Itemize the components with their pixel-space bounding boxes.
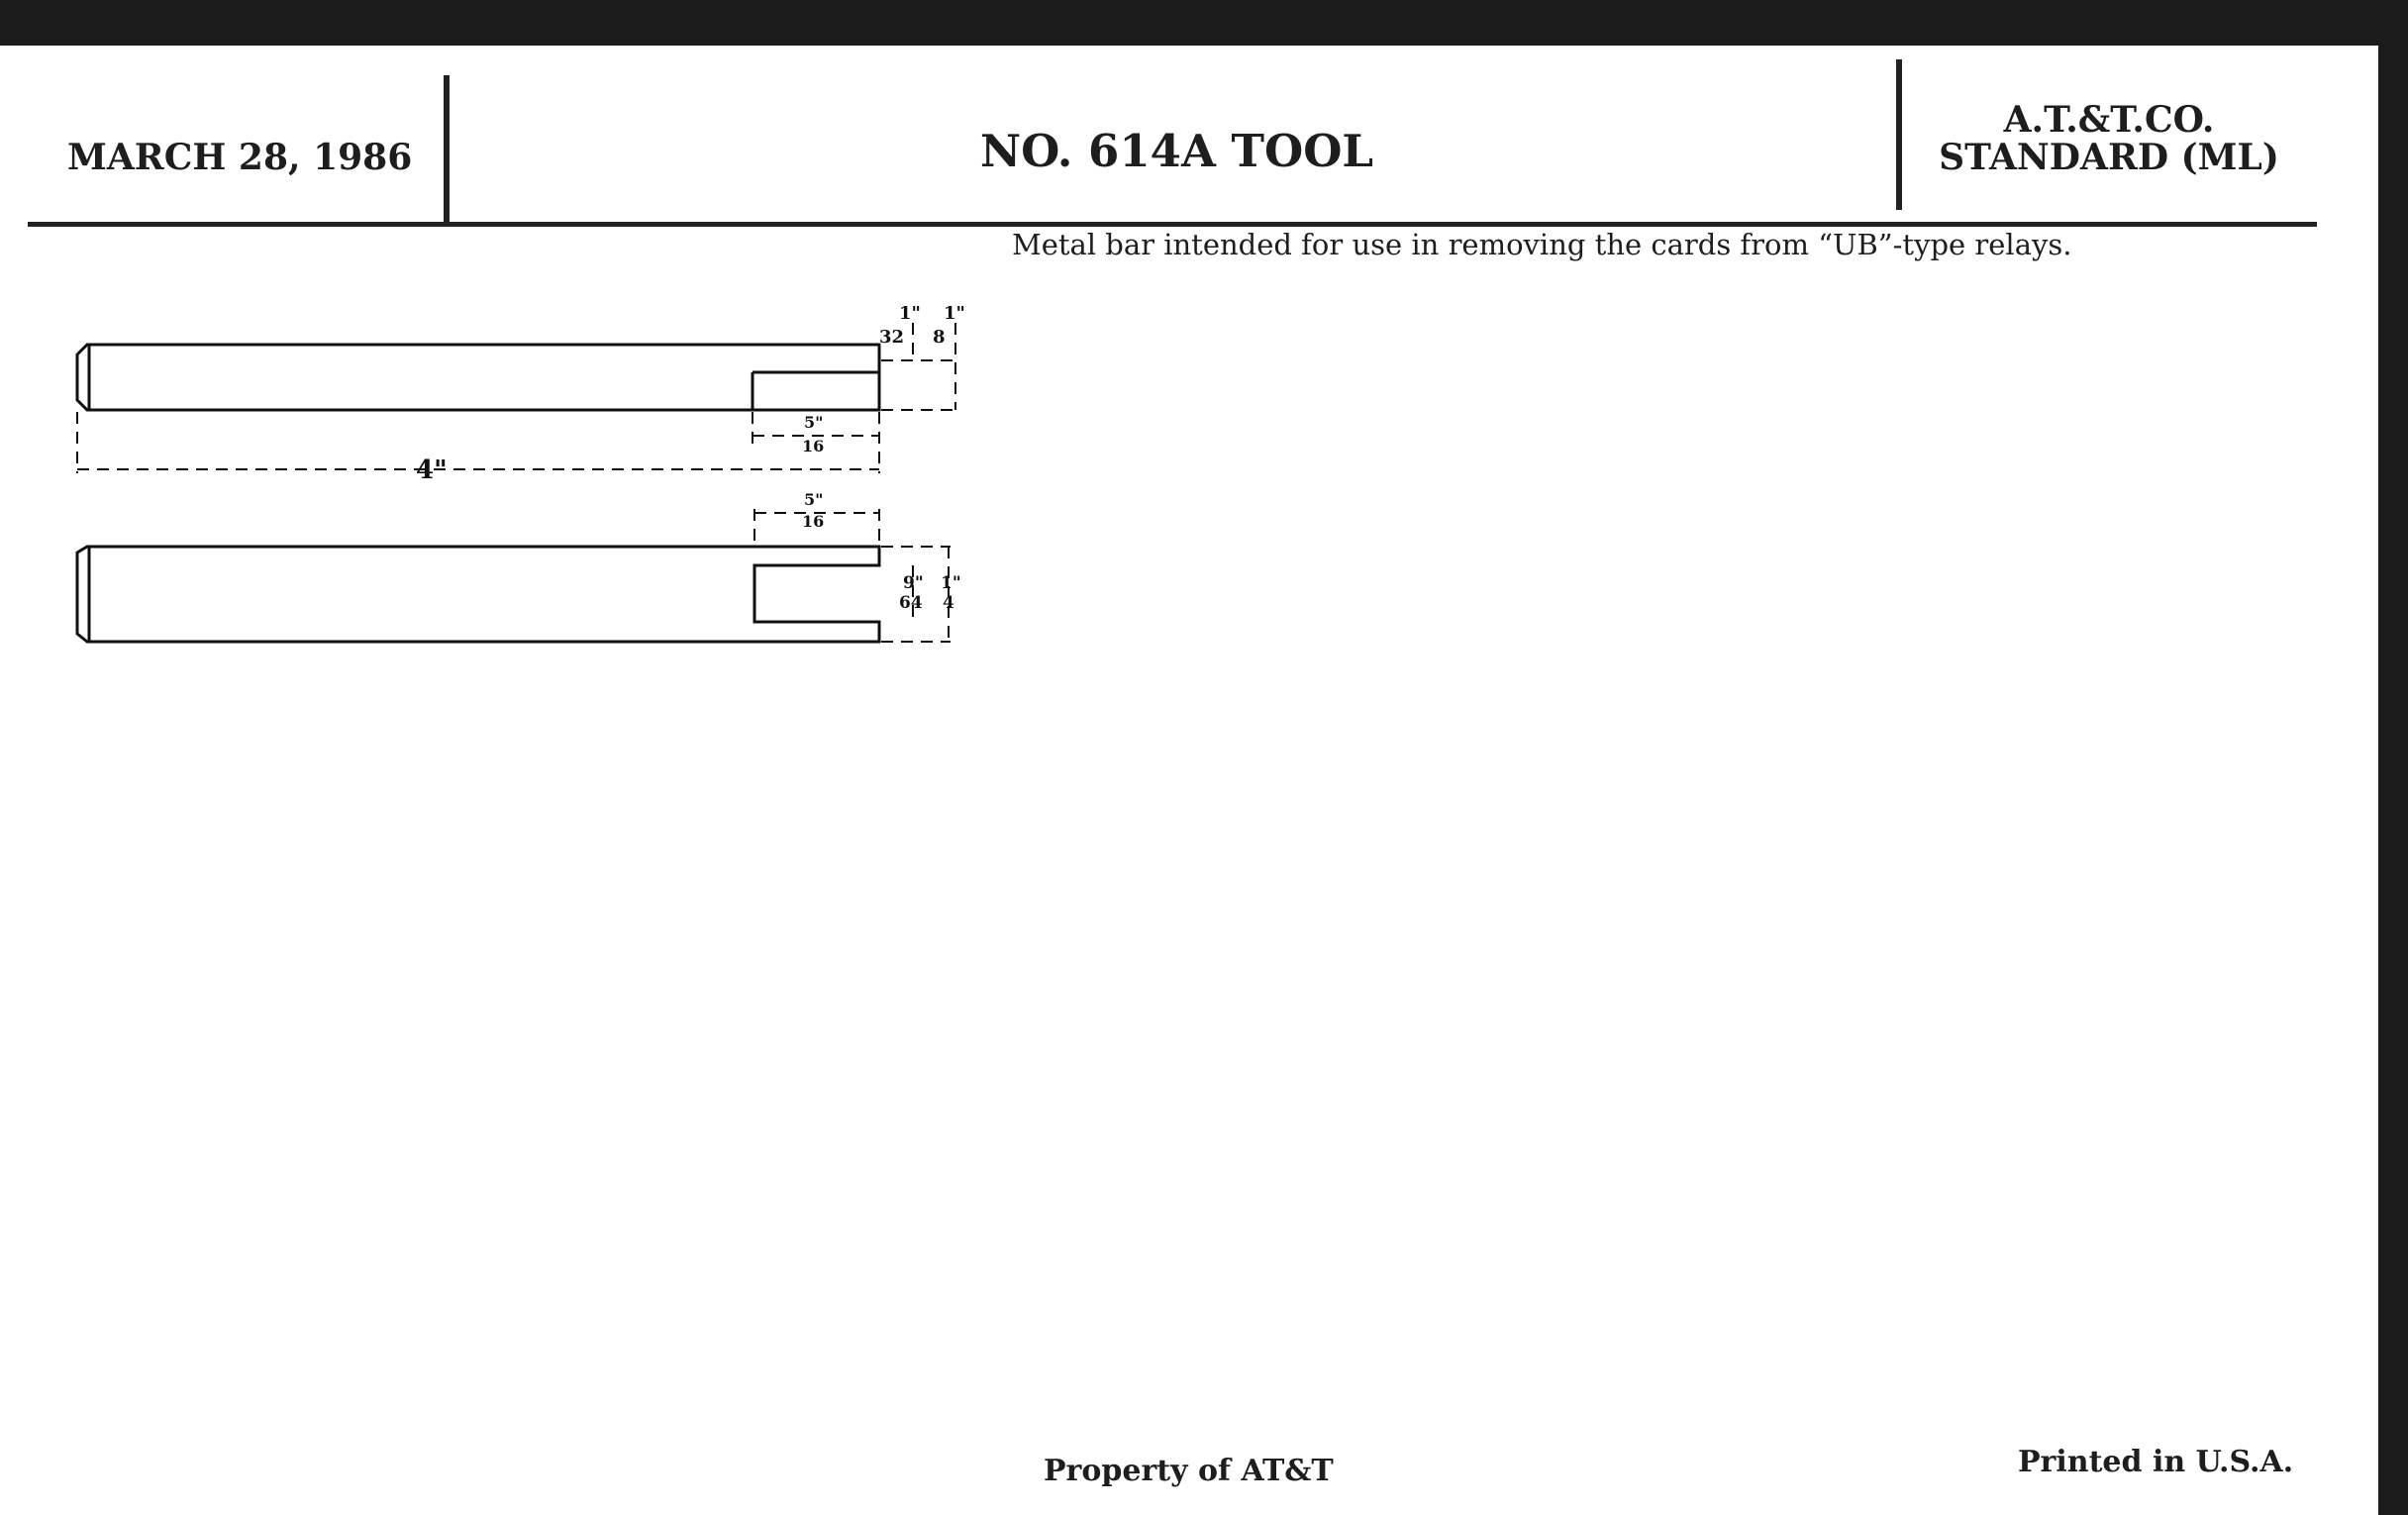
- header-divider-right: [1896, 59, 1902, 210]
- bar-side-view: [77, 547, 879, 642]
- dim-slot-length-den: 16: [802, 437, 825, 455]
- dim-total-width-num: 1": [941, 573, 961, 593]
- dim-slot-length2-num: 5": [804, 490, 824, 509]
- dim-slot-length2-den: 16: [802, 512, 825, 531]
- tool-drawing: [59, 263, 970, 679]
- tool-card: [0, 46, 2378, 1515]
- header-organization: [1931, 101, 2287, 176]
- header-date: MARCH 28, 1986: [67, 137, 413, 178]
- org-line-1: A.T.&T.CO.: [2003, 99, 2215, 141]
- dim-slot-width-den: 64: [899, 593, 923, 613]
- dim-thickness-num: 1": [899, 303, 921, 324]
- dim-thickness-den: 32: [879, 327, 905, 348]
- footer-printed: Printed in U.S.A.: [2018, 1445, 2294, 1479]
- page-title: NO. 614A TOOL: [980, 125, 1374, 177]
- footer-property: Property of AT&T: [1044, 1454, 1334, 1488]
- dim-length-label: 4": [416, 455, 448, 485]
- header-divider-left: [444, 75, 450, 224]
- dim-total-width-den: 4: [943, 593, 954, 613]
- tool-description: Metal bar intended for use in removing the cards from “UB”-type relays.: [1012, 228, 2072, 261]
- bar-top-view: [77, 345, 879, 410]
- header-rule: [28, 222, 2317, 227]
- dim-width-den: 8: [933, 327, 946, 348]
- dim-slot-length-num: 5": [804, 413, 824, 432]
- org-line-2: STANDARD (ML): [1939, 137, 2279, 178]
- dim-slot-width-num: 9": [903, 573, 924, 593]
- dim-width-num: 1": [944, 303, 965, 324]
